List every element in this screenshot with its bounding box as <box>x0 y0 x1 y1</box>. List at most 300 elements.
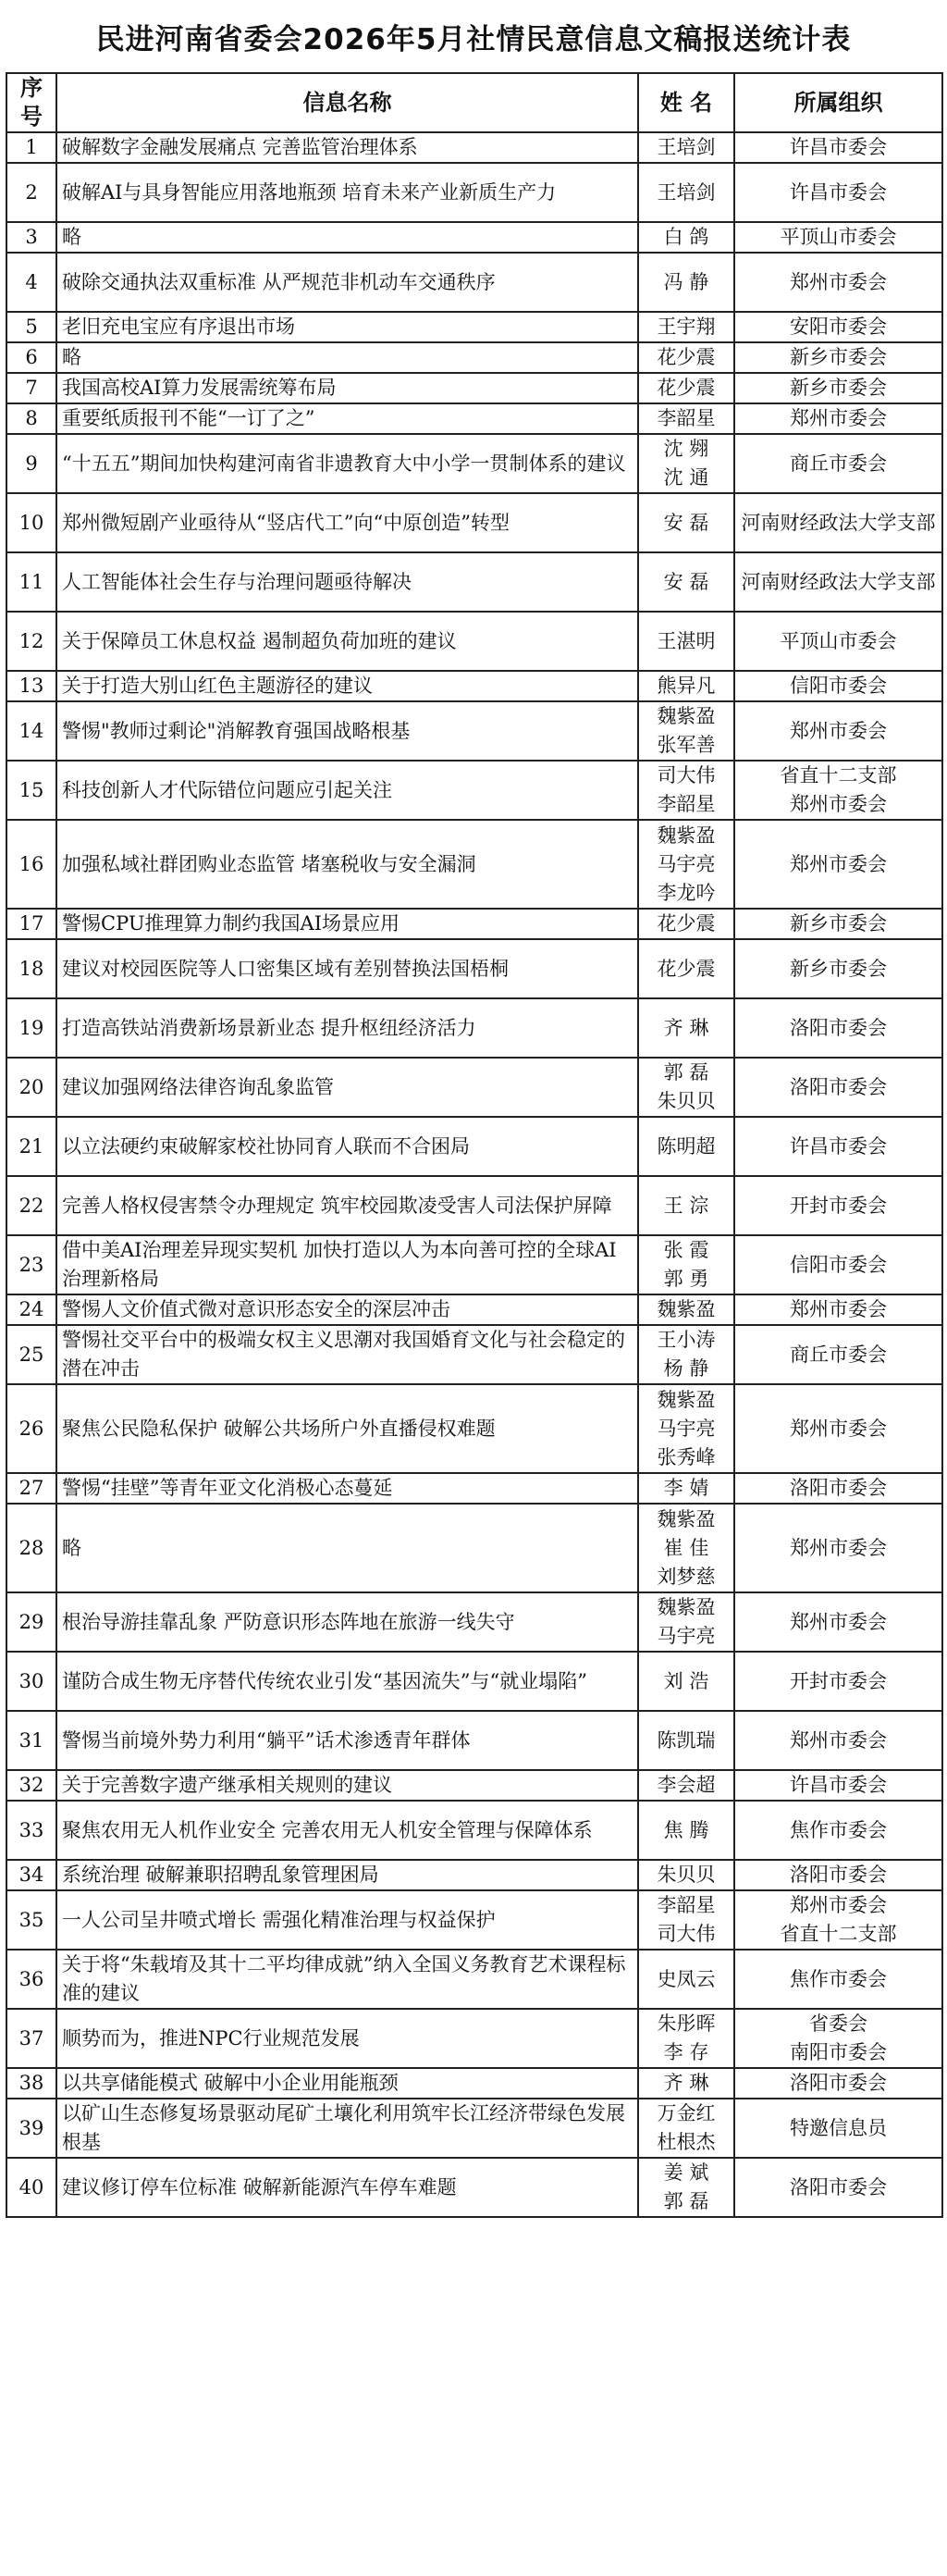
organization-name: 郑州市委会 <box>790 1417 887 1440</box>
organization-name: 许昌市委会 <box>790 1134 887 1158</box>
cell-title: 以共享储能模式 破解中小企业用能瓶颈 <box>56 2068 638 2099</box>
person-name: 安 磊 <box>663 511 709 534</box>
cell-name <box>638 939 734 998</box>
table-row <box>6 1652 942 1711</box>
cell-org <box>734 312 942 342</box>
cell-name <box>638 1176 734 1235</box>
cell-no: 29 <box>6 1592 56 1652</box>
cell-no: 11 <box>6 552 56 612</box>
table-row <box>6 701 942 761</box>
cell-org <box>734 939 942 998</box>
cell-title: 关于将“朱载堉及其十二平均律成就”纳入全国义务教育艺术课程标准的建议 <box>56 1950 638 2009</box>
cell-title: 关于打造大别山红色主题游径的建议 <box>56 671 638 701</box>
cell-title: 警惕“挂壁”等青年亚文化消极心态蔓延 <box>56 1473 638 1504</box>
person-name: 司大伟 <box>657 1923 716 1945</box>
cell-org <box>734 1770 942 1801</box>
cell-title: 人工智能体社会生存与治理问题亟待解决 <box>56 552 638 612</box>
table-row <box>6 820 942 909</box>
cell-no: 23 <box>6 1235 56 1294</box>
cell-org <box>734 1950 942 2009</box>
cell-no: 32 <box>6 1770 56 1801</box>
organization-name: 安阳市委会 <box>790 316 887 338</box>
table-row <box>6 1890 942 1950</box>
organization-name: 郑州市委会 <box>790 270 887 293</box>
person-name: 朱彤晖 <box>657 2012 716 2035</box>
cell-title: 警惕人文价值式微对意识形态安全的深层冲击 <box>56 1294 638 1325</box>
organization-name: 新乡市委会 <box>790 912 887 935</box>
organization-name: 平顶山市委会 <box>780 226 897 248</box>
cell-no: 40 <box>6 2158 56 2217</box>
cell-title: 以立法硬约束破解家校社协同育人联而不合困局 <box>56 1117 638 1176</box>
table-row <box>6 1058 942 1117</box>
table-row <box>6 998 942 1058</box>
organization-name: 焦作市委会 <box>790 1967 887 1990</box>
person-name: 李龙吟 <box>657 881 716 904</box>
cell-title: 根治导游挂靠乱象 严防意识形态阵地在旅游一线失守 <box>56 1592 638 1652</box>
cell-no: 16 <box>6 820 56 909</box>
cell-no: 26 <box>6 1384 56 1473</box>
table-row <box>6 1117 942 1176</box>
cell-title: 建议加强网络法律咨询乱象监管 <box>56 1058 638 1117</box>
cell-name <box>638 612 734 671</box>
table-row <box>6 132 942 163</box>
cell-name <box>638 253 734 312</box>
cell-name <box>638 342 734 373</box>
cell-name <box>638 373 734 403</box>
person-name: 花少震 <box>657 346 716 368</box>
table-row <box>6 163 942 222</box>
cell-title: 略 <box>56 1504 638 1592</box>
cell-name <box>638 2068 734 2099</box>
cell-name <box>638 132 734 163</box>
person-name: 史凤云 <box>657 1967 716 1990</box>
person-name: 王培剑 <box>657 180 716 204</box>
cell-org <box>734 1504 942 1592</box>
table-row <box>6 1325 942 1384</box>
organization-name: 郑州市委会 <box>790 852 887 875</box>
cell-org <box>734 1473 942 1504</box>
person-name: 齐 琳 <box>663 2072 709 2094</box>
cell-org <box>734 612 942 671</box>
cell-no: 9 <box>6 434 56 493</box>
person-name: 魏紫盈 <box>657 1298 716 1320</box>
cell-org <box>734 1058 942 1117</box>
cell-title: 加强私域社群团购业态监管 堵塞税收与安全漏洞 <box>56 820 638 909</box>
cell-name <box>638 909 734 939</box>
table-row <box>6 552 942 612</box>
organization-name: 开封市委会 <box>790 1194 887 1217</box>
cell-name <box>638 1801 734 1860</box>
organization-name: 河南财经政法大学支部 <box>741 570 936 593</box>
organization-name: 郑州市委会 <box>790 793 887 815</box>
organization-name: 郑州市委会 <box>790 1298 887 1320</box>
table-row <box>6 1504 942 1592</box>
header-name: 姓 名 <box>638 73 734 132</box>
cell-no: 15 <box>6 761 56 820</box>
header-org: 所属组织 <box>734 73 942 132</box>
person-name: 魏紫盈 <box>657 705 716 727</box>
organization-name: 洛阳市委会 <box>790 2072 887 2094</box>
cell-name <box>638 403 734 434</box>
cell-no: 2 <box>6 163 56 222</box>
cell-title: “十五五”期间加快构建河南省非遗教育大中小学一贯制体系的建议 <box>56 434 638 493</box>
person-name: 郭 磊 <box>663 2190 709 2212</box>
cell-org <box>734 1117 942 1176</box>
organization-name: 洛阳市委会 <box>790 1075 887 1098</box>
cell-title: 系统治理 破解兼职招聘乱象管理困局 <box>56 1860 638 1890</box>
cell-title: 借中美AI治理差异现实契机 加快打造以人为本向善可控的全球AI治理新格局 <box>56 1235 638 1294</box>
table-row <box>6 761 942 820</box>
person-name: 王宇翔 <box>657 316 716 338</box>
cell-no: 22 <box>6 1176 56 1235</box>
cell-org <box>734 1860 942 1890</box>
table-row <box>6 1473 942 1504</box>
cell-title: 关于完善数字遗产继承相关规则的建议 <box>56 1770 638 1801</box>
person-name: 李韶星 <box>657 1894 716 1916</box>
cell-no: 25 <box>6 1325 56 1384</box>
organization-name: 郑州市委会 <box>790 407 887 429</box>
cell-name <box>638 761 734 820</box>
cell-no: 1 <box>6 132 56 163</box>
header-no: 序号 <box>6 73 56 132</box>
person-name: 姜 斌 <box>663 2161 709 2184</box>
person-name: 王小涛 <box>657 1329 716 1351</box>
cell-org <box>734 909 942 939</box>
cell-org <box>734 163 942 222</box>
cell-no: 24 <box>6 1294 56 1325</box>
cell-title: 警惕当前境外势力利用“躺平”话术渗透青年群体 <box>56 1711 638 1770</box>
cell-name <box>638 1950 734 2009</box>
cell-org <box>734 1176 942 1235</box>
cell-title: 破除交通执法双重标准 从严规范非机动车交通秩序 <box>56 253 638 312</box>
header-row <box>6 73 942 132</box>
cell-name <box>638 1860 734 1890</box>
person-name: 王培剑 <box>657 136 716 158</box>
organization-name: 新乡市委会 <box>790 346 887 368</box>
person-name: 刘 浩 <box>663 1669 709 1692</box>
cell-org <box>734 2009 942 2068</box>
cell-no: 13 <box>6 671 56 701</box>
organization-name: 特邀信息员 <box>790 2116 887 2139</box>
cell-title: 破解AI与具身智能应用落地瓶颈 培育未来产业新质生产力 <box>56 163 638 222</box>
person-name: 朱贝贝 <box>657 1090 716 1112</box>
cell-no: 30 <box>6 1652 56 1711</box>
organization-name: 郑州市委会 <box>790 1536 887 1559</box>
cell-name <box>638 1235 734 1294</box>
cell-name <box>638 552 734 612</box>
organization-name: 商丘市委会 <box>790 1343 887 1366</box>
cell-no: 31 <box>6 1711 56 1770</box>
table-row <box>6 312 942 342</box>
cell-title: 重要纸质报刊不能“一订了之” <box>56 403 638 434</box>
cell-org <box>734 1652 942 1711</box>
table-row <box>6 253 942 312</box>
cell-title: 完善人格权侵害禁令办理规定 筑牢校园欺凌受害人司法保护屏障 <box>56 1176 638 1235</box>
organization-name: 郑州市委会 <box>790 719 887 742</box>
cell-org <box>734 403 942 434</box>
cell-org <box>734 222 942 253</box>
table-row <box>6 2009 942 2068</box>
person-name: 郭 磊 <box>663 1061 709 1084</box>
cell-title: 警惕CPU推理算力制约我国AI场景应用 <box>56 909 638 939</box>
cell-org <box>734 701 942 761</box>
person-name: 李韶星 <box>657 407 716 429</box>
person-name: 张秀峰 <box>657 1445 716 1468</box>
cell-no: 7 <box>6 373 56 403</box>
cell-org <box>734 493 942 552</box>
person-name: 张 霞 <box>663 1239 709 1261</box>
cell-name <box>638 671 734 701</box>
cell-org <box>734 761 942 820</box>
cell-name <box>638 2009 734 2068</box>
cell-title: 我国高校AI算力发展需统筹布局 <box>56 373 638 403</box>
cell-no: 10 <box>6 493 56 552</box>
table-row <box>6 1592 942 1652</box>
cell-name <box>638 2099 734 2158</box>
person-name: 沈 通 <box>663 466 709 489</box>
person-name: 安 磊 <box>663 570 709 593</box>
cell-title: 略 <box>56 342 638 373</box>
cell-org <box>734 1325 942 1384</box>
cell-no: 3 <box>6 222 56 253</box>
cell-no: 35 <box>6 1890 56 1950</box>
cell-org <box>734 552 942 612</box>
cell-name <box>638 1058 734 1117</box>
person-name: 李 存 <box>663 2041 709 2063</box>
cell-name <box>638 312 734 342</box>
organization-name: 河南财经政法大学支部 <box>741 511 936 534</box>
person-name: 李 婧 <box>663 1477 709 1499</box>
cell-title: 警惕社交平台中的极端女权主义思潮对我国婚育文化与社会稳定的潜在冲击 <box>56 1325 638 1384</box>
person-name: 马宇亮 <box>657 1417 716 1440</box>
cell-title: 谨防合成生物无序替代传统农业引发“基因流失”与“就业塌陷” <box>56 1652 638 1711</box>
cell-no: 19 <box>6 998 56 1058</box>
person-name: 魏紫盈 <box>657 1388 716 1411</box>
cell-no: 17 <box>6 909 56 939</box>
person-name: 沈 翙 <box>663 438 709 460</box>
cell-org <box>734 2068 942 2099</box>
cell-org <box>734 2099 942 2158</box>
cell-name <box>638 493 734 552</box>
cell-no: 21 <box>6 1117 56 1176</box>
organization-name: 开封市委会 <box>790 1669 887 1692</box>
table-row <box>6 1711 942 1770</box>
person-name: 王 淙 <box>663 1194 709 1217</box>
cell-title: 建议对校园医院等人口密集区域有差别替换法国梧桐 <box>56 939 638 998</box>
cell-org <box>734 1235 942 1294</box>
person-name: 李会超 <box>657 1774 716 1796</box>
table-row <box>6 1294 942 1325</box>
cell-no: 34 <box>6 1860 56 1890</box>
organization-name: 省委会 <box>809 2012 867 2035</box>
cell-title: 聚焦农用无人机作业安全 完善农用无人机安全管理与保障体系 <box>56 1801 638 1860</box>
cell-no: 18 <box>6 939 56 998</box>
table-row <box>6 671 942 701</box>
person-name: 司大伟 <box>657 764 716 786</box>
table-row <box>6 403 942 434</box>
table-row <box>6 2158 942 2217</box>
cell-title: 建议修订停车位标准 破解新能源汽车停车难题 <box>56 2158 638 2217</box>
person-name: 杨 静 <box>663 1357 709 1380</box>
cell-name <box>638 1711 734 1770</box>
organization-name: 平顶山市委会 <box>780 629 897 652</box>
cell-name <box>638 2158 734 2217</box>
person-name: 白 鸽 <box>663 226 709 248</box>
person-name: 郭 勇 <box>663 1268 709 1290</box>
table-row <box>6 2068 942 2099</box>
person-name: 魏紫盈 <box>657 1596 716 1618</box>
cell-title: 一人公司呈井喷式增长 需强化精准治理与权益保护 <box>56 1890 638 1950</box>
person-name: 杜根杰 <box>657 2131 716 2153</box>
table-row <box>6 939 942 998</box>
cell-no: 14 <box>6 701 56 761</box>
cell-org <box>734 2158 942 2217</box>
person-name: 王湛明 <box>657 629 716 652</box>
organization-name: 洛阳市委会 <box>790 1477 887 1499</box>
cell-org <box>734 1890 942 1950</box>
cell-org <box>734 1592 942 1652</box>
cell-name <box>638 1473 734 1504</box>
cell-title: 打造高铁站消费新场景新业态 提升枢纽经济活力 <box>56 998 638 1058</box>
cell-org <box>734 671 942 701</box>
person-name: 花少震 <box>657 377 716 399</box>
table-row <box>6 1176 942 1235</box>
organization-name: 郑州市委会 <box>790 1610 887 1633</box>
person-name: 马宇亮 <box>657 1625 716 1647</box>
cell-org <box>734 253 942 312</box>
cell-no: 5 <box>6 312 56 342</box>
person-name: 冯 静 <box>663 270 709 293</box>
cell-org <box>734 132 942 163</box>
cell-no: 27 <box>6 1473 56 1504</box>
organization-name: 南阳市委会 <box>790 2041 887 2063</box>
organization-name: 洛阳市委会 <box>790 1864 887 1886</box>
cell-title: 科技创新人才代际错位问题应引起关注 <box>56 761 638 820</box>
person-name: 朱贝贝 <box>657 1864 716 1886</box>
table-row <box>6 612 942 671</box>
organization-name: 商丘市委会 <box>790 452 887 475</box>
cell-name <box>638 1117 734 1176</box>
organization-name: 焦作市委会 <box>790 1818 887 1841</box>
cell-name <box>638 1592 734 1652</box>
table-row <box>6 222 942 253</box>
table-row <box>6 1770 942 1801</box>
cell-name <box>638 1890 734 1950</box>
cell-title: 顺势而为，推进NPC行业规范发展 <box>56 2009 638 2068</box>
table-row <box>6 909 942 939</box>
organization-name: 郑州市委会 <box>790 1728 887 1752</box>
cell-title: 略 <box>56 222 638 253</box>
header-title: 信息名称 <box>56 73 638 132</box>
cell-org <box>734 998 942 1058</box>
cell-name <box>638 1652 734 1711</box>
cell-name <box>638 1325 734 1384</box>
person-name: 魏紫盈 <box>657 1507 716 1530</box>
cell-no: 4 <box>6 253 56 312</box>
cell-no: 37 <box>6 2009 56 2068</box>
cell-name <box>638 1384 734 1473</box>
table-row <box>6 373 942 403</box>
cell-no: 39 <box>6 2099 56 2158</box>
person-name: 熊异凡 <box>657 675 716 697</box>
table-row <box>6 434 942 493</box>
cell-no: 38 <box>6 2068 56 2099</box>
person-name: 李韶星 <box>657 793 716 815</box>
organization-name: 许昌市委会 <box>790 1774 887 1796</box>
cell-name <box>638 820 734 909</box>
cell-org <box>734 1384 942 1473</box>
organization-name: 许昌市委会 <box>790 136 887 158</box>
person-name: 陈凯瑞 <box>657 1728 716 1752</box>
person-name: 马宇亮 <box>657 852 716 875</box>
cell-org <box>734 434 942 493</box>
person-name: 陈明超 <box>657 1134 716 1158</box>
cell-org <box>734 1294 942 1325</box>
organization-name: 洛阳市委会 <box>790 2175 887 2198</box>
organization-name: 省直十二支部 <box>780 764 897 786</box>
cell-name <box>638 222 734 253</box>
person-name: 焦 腾 <box>663 1818 709 1841</box>
cell-no: 28 <box>6 1504 56 1592</box>
table-row <box>6 2099 942 2158</box>
table-row <box>6 1950 942 2009</box>
cell-no: 6 <box>6 342 56 373</box>
cell-org <box>734 820 942 909</box>
table-row <box>6 493 942 552</box>
table-row <box>6 1801 942 1860</box>
person-name: 万金红 <box>657 2102 716 2124</box>
cell-no: 36 <box>6 1950 56 2009</box>
organization-name: 许昌市委会 <box>790 180 887 204</box>
cell-name <box>638 1294 734 1325</box>
table-row <box>6 1235 942 1294</box>
table-row <box>6 342 942 373</box>
cell-name <box>638 1770 734 1801</box>
cell-title: 以矿山生态修复场景驱动尾矿土壤化利用筑牢长江经济带绿色发展根基 <box>56 2099 638 2158</box>
table-row <box>6 1384 942 1473</box>
organization-name: 信阳市委会 <box>790 675 887 697</box>
cell-org <box>734 373 942 403</box>
organization-name: 洛阳市委会 <box>790 1016 887 1039</box>
organization-name: 新乡市委会 <box>790 377 887 399</box>
cell-name <box>638 434 734 493</box>
cell-name <box>638 1504 734 1592</box>
cell-name <box>638 998 734 1058</box>
person-name: 刘梦慈 <box>657 1565 716 1588</box>
stats-table <box>6 72 943 2218</box>
person-name: 花少震 <box>657 912 716 935</box>
cell-title: 郑州微短剧产业亟待从“竖店代工”向“中原创造”转型 <box>56 493 638 552</box>
cell-name <box>638 701 734 761</box>
organization-name: 新乡市委会 <box>790 957 887 980</box>
cell-title: 破解数字金融发展痛点 完善监管治理体系 <box>56 132 638 163</box>
cell-org <box>734 1801 942 1860</box>
cell-title: 聚焦公民隐私保护 破解公共场所户外直播侵权难题 <box>56 1384 638 1473</box>
cell-no: 20 <box>6 1058 56 1117</box>
person-name: 花少震 <box>657 957 716 980</box>
table-row <box>6 1860 942 1890</box>
organization-name: 信阳市委会 <box>790 1253 887 1276</box>
person-name: 齐 琳 <box>663 1016 709 1039</box>
cell-no: 12 <box>6 612 56 671</box>
document-title: 民进河南省委会2026年5月社情民意信息文稿报送统计表 <box>95 22 852 56</box>
person-name: 崔 佳 <box>663 1536 709 1559</box>
cell-no: 8 <box>6 403 56 434</box>
person-name: 魏紫盈 <box>657 824 716 847</box>
cell-org <box>734 1711 942 1770</box>
person-name: 张军善 <box>657 734 716 756</box>
organization-name: 省直十二支部 <box>780 1923 897 1945</box>
